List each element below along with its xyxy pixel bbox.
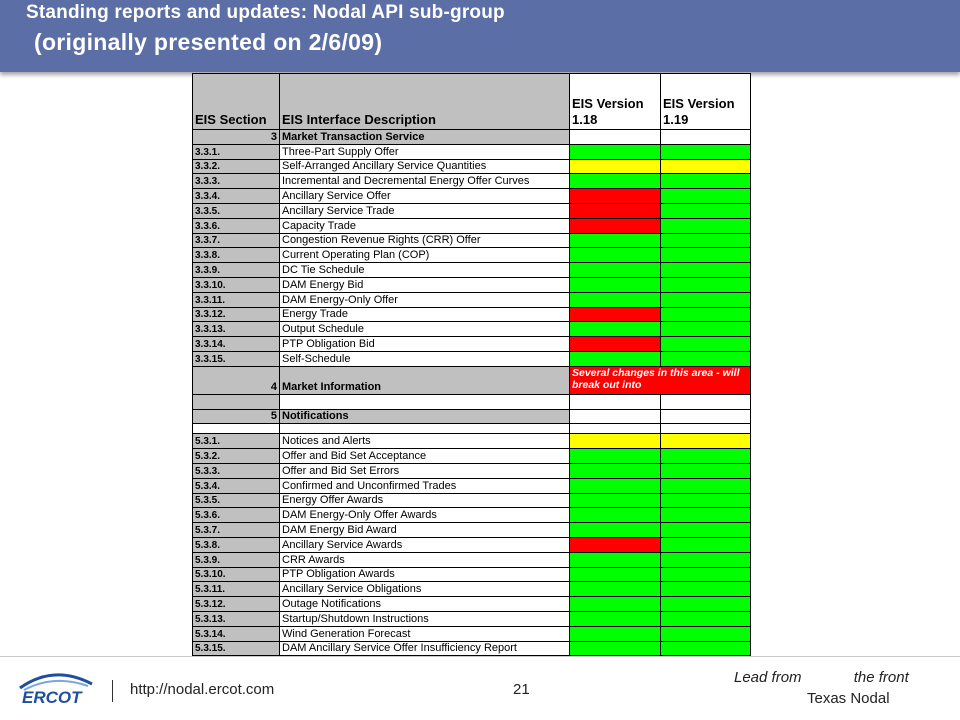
table-row xyxy=(193,322,751,337)
page-number: 21 xyxy=(513,681,530,698)
section-number: 3.3.10. xyxy=(193,277,280,292)
status-v119-green xyxy=(661,233,751,248)
interface-description: Energy Trade xyxy=(280,307,570,322)
section-number: 5.3.10. xyxy=(193,567,280,582)
title-bar xyxy=(0,0,960,72)
status-v119-green xyxy=(661,641,751,656)
section-number: 3.3.8. xyxy=(193,248,280,263)
interface-description: Ancillary Service Offer xyxy=(280,189,570,204)
table-row xyxy=(193,508,751,523)
gap-cell xyxy=(280,424,570,434)
header-version-118: EIS Version 1.18 xyxy=(570,74,661,130)
section-number: 5.3.12. xyxy=(193,597,280,612)
status-v119-green xyxy=(661,292,751,307)
status-v118-green xyxy=(570,263,661,278)
footer-divider xyxy=(0,656,960,657)
interface-description: Congestion Revenue Rights (CRR) Offer xyxy=(280,233,570,248)
table-row xyxy=(193,263,751,278)
table-row xyxy=(193,552,751,567)
section-number: 5.3.6. xyxy=(193,508,280,523)
status-v119-green xyxy=(661,263,751,278)
status-v118-red xyxy=(570,189,661,204)
status-v119-green xyxy=(661,493,751,508)
status-v118-green xyxy=(570,292,661,307)
status-v118-green xyxy=(570,626,661,641)
table-row xyxy=(193,463,751,478)
status-v118-green xyxy=(570,597,661,612)
section-number: 3.3.3. xyxy=(193,174,280,189)
status-v118-green xyxy=(570,322,661,337)
table-row xyxy=(193,203,751,218)
header-version-119: EIS Version 1.19 xyxy=(661,74,751,130)
status-v118-green xyxy=(570,478,661,493)
interface-description: Self-Arranged Ancillary Service Quantities xyxy=(280,159,570,174)
status-v118-green xyxy=(570,233,661,248)
section-number: 5.3.7. xyxy=(193,523,280,538)
section-number: 5.3.9. xyxy=(193,552,280,567)
interface-description: Self-Schedule xyxy=(280,351,570,366)
interface-description: DAM Energy-Only Offer Awards xyxy=(280,508,570,523)
status-v119-green xyxy=(661,203,751,218)
group-number: 5 xyxy=(193,409,280,424)
interface-description: DAM Ancillary Service Offer Insufficiency Report xyxy=(280,641,570,656)
gap-row xyxy=(193,424,751,434)
table-row xyxy=(193,174,751,189)
status-v119-green xyxy=(661,508,751,523)
table-row xyxy=(193,478,751,493)
gap-cell xyxy=(570,424,661,434)
change-note: Several changes in this area - will break out into xyxy=(570,366,751,394)
section-number: 3.3.2. xyxy=(193,159,280,174)
section-number: 3.3.15. xyxy=(193,351,280,366)
status-v118-red xyxy=(570,537,661,552)
status-cell xyxy=(661,130,751,145)
interface-description: Incremental and Decremental Energy Offer Curves xyxy=(280,174,570,189)
status-v118-green xyxy=(570,449,661,464)
status-cell xyxy=(570,409,661,424)
table-row xyxy=(193,159,751,174)
interface-description: DAM Energy Bid Award xyxy=(280,523,570,538)
status-v118-green xyxy=(570,493,661,508)
table-row xyxy=(193,144,751,159)
status-v119-green xyxy=(661,351,751,366)
status-v118-green xyxy=(570,144,661,159)
section-number: 5.3.11. xyxy=(193,582,280,597)
status-v118-green xyxy=(570,552,661,567)
interface-description: Ancillary Service Awards xyxy=(280,537,570,552)
table-row xyxy=(193,233,751,248)
table-row xyxy=(193,277,751,292)
status-v119-green xyxy=(661,523,751,538)
section-number: 5.3.3. xyxy=(193,463,280,478)
table-row xyxy=(193,434,751,449)
section-number: 3.3.1. xyxy=(193,144,280,159)
interface-description: Confirmed and Unconfirmed Trades xyxy=(280,478,570,493)
table-row xyxy=(193,641,751,656)
status-v119-green xyxy=(661,478,751,493)
status-v119-green xyxy=(661,189,751,204)
section-number: 3.3.5. xyxy=(193,203,280,218)
status-v119-yellow xyxy=(661,159,751,174)
section-number: 3.3.6. xyxy=(193,218,280,233)
table-row xyxy=(193,493,751,508)
interface-description: PTP Obligation Awards xyxy=(280,567,570,582)
section-number: 5.3.5. xyxy=(193,493,280,508)
slide-title: Standing reports and updates: Nodal API sub-group xyxy=(26,2,505,23)
status-v118-green xyxy=(570,174,661,189)
section-number: 3.3.9. xyxy=(193,263,280,278)
group-row-4 xyxy=(193,366,751,394)
footer-slogan xyxy=(734,669,909,686)
status-cell xyxy=(570,394,661,409)
status-v119-green xyxy=(661,277,751,292)
table-row xyxy=(193,292,751,307)
interface-description: Capacity Trade xyxy=(280,218,570,233)
table-row xyxy=(193,537,751,552)
status-v119-green xyxy=(661,552,751,567)
status-v118-green xyxy=(570,463,661,478)
section-number: 3.3.7. xyxy=(193,233,280,248)
group-name: Market Information xyxy=(280,366,570,394)
group-row-3 xyxy=(193,130,751,145)
group-number: 3 xyxy=(193,130,280,145)
table-row xyxy=(193,523,751,538)
table-row xyxy=(193,626,751,641)
status-v118-red xyxy=(570,337,661,352)
status-v118-green xyxy=(570,611,661,626)
interface-description: Current Operating Plan (COP) xyxy=(280,248,570,263)
group-name: Market Transaction Service xyxy=(280,130,570,145)
table-row xyxy=(193,582,751,597)
status-v118-green xyxy=(570,351,661,366)
status-v118-green xyxy=(570,567,661,582)
group-name: Notifications xyxy=(280,409,570,424)
interface-description: DAM Energy-Only Offer xyxy=(280,292,570,307)
interface-description: Notices and Alerts xyxy=(280,434,570,449)
header-section: EIS Section xyxy=(193,74,280,130)
gap-cell xyxy=(661,424,751,434)
section-number: 5.3.1. xyxy=(193,434,280,449)
status-v118-green xyxy=(570,582,661,597)
status-v118-green xyxy=(570,508,661,523)
table-header-row xyxy=(193,74,751,130)
status-v118-red xyxy=(570,218,661,233)
status-v119-green xyxy=(661,463,751,478)
interface-description: Ancillary Service Trade xyxy=(280,203,570,218)
spacer-row xyxy=(193,394,751,409)
table-row xyxy=(193,611,751,626)
gap-cell xyxy=(193,424,280,434)
table-row xyxy=(193,248,751,263)
table-row xyxy=(193,337,751,352)
table-row xyxy=(193,189,751,204)
status-v118-yellow xyxy=(570,434,661,449)
section-number: 5.3.4. xyxy=(193,478,280,493)
interface-description: Startup/Shutdown Instructions xyxy=(280,611,570,626)
interface-description: Outage Notifications xyxy=(280,597,570,612)
footer-url[interactable]: http://nodal.ercot.com xyxy=(130,681,275,698)
slogan-part-2: the front xyxy=(853,669,909,686)
eis-status-table xyxy=(192,73,751,656)
table-row xyxy=(193,218,751,233)
header-description: EIS Interface Description xyxy=(280,74,570,130)
logo-text: ERCOT xyxy=(22,688,82,707)
interface-description xyxy=(280,394,570,409)
table-row xyxy=(193,567,751,582)
footer-separator xyxy=(112,680,113,702)
interface-description: Offer and Bid Set Acceptance xyxy=(280,449,570,464)
status-v119-green xyxy=(661,626,751,641)
section-number: 3.3.4. xyxy=(193,189,280,204)
interface-description: Offer and Bid Set Errors xyxy=(280,463,570,478)
interface-description: Ancillary Service Obligations xyxy=(280,582,570,597)
status-cell xyxy=(661,409,751,424)
interface-description: Wind Generation Forecast xyxy=(280,626,570,641)
status-v118-green xyxy=(570,277,661,292)
status-v119-green xyxy=(661,449,751,464)
section-number: 3.3.11. xyxy=(193,292,280,307)
status-v119-green xyxy=(661,537,751,552)
status-v119-green xyxy=(661,567,751,582)
interface-description: Three-Part Supply Offer xyxy=(280,144,570,159)
status-v119-green xyxy=(661,337,751,352)
interface-description: PTP Obligation Bid xyxy=(280,337,570,352)
status-v118-green xyxy=(570,523,661,538)
section-number: 5.3.14. xyxy=(193,626,280,641)
group-row-5 xyxy=(193,409,751,424)
section-number: 3.3.13. xyxy=(193,322,280,337)
status-v119-green xyxy=(661,597,751,612)
status-v119-green xyxy=(661,307,751,322)
section-number: 5.3.2. xyxy=(193,449,280,464)
table-row xyxy=(193,449,751,464)
status-v119-green xyxy=(661,611,751,626)
status-v119-green xyxy=(661,218,751,233)
status-v119-green xyxy=(661,322,751,337)
table-row xyxy=(193,307,751,322)
status-v118-red xyxy=(570,307,661,322)
section-number: 5.3.15. xyxy=(193,641,280,656)
status-cell xyxy=(570,130,661,145)
status-v119-green xyxy=(661,582,751,597)
table-row xyxy=(193,597,751,612)
status-v119-green xyxy=(661,144,751,159)
section-number xyxy=(193,394,280,409)
status-v118-red xyxy=(570,203,661,218)
section-number: 3.3.14. xyxy=(193,337,280,352)
status-v118-yellow xyxy=(570,159,661,174)
footer-subtitle: Texas Nodal xyxy=(807,690,890,707)
table-row xyxy=(193,351,751,366)
group-number: 4 xyxy=(193,366,280,394)
interface-description: CRR Awards xyxy=(280,552,570,567)
section-number: 5.3.8. xyxy=(193,537,280,552)
interface-description: Output Schedule xyxy=(280,322,570,337)
status-v118-green xyxy=(570,248,661,263)
section-number: 5.3.13. xyxy=(193,611,280,626)
status-v119-yellow xyxy=(661,434,751,449)
ercot-logo xyxy=(14,668,96,708)
slogan-part-1: Lead from xyxy=(734,669,802,686)
status-v119-green xyxy=(661,174,751,189)
status-v119-green xyxy=(661,248,751,263)
interface-description: DAM Energy Bid xyxy=(280,277,570,292)
status-cell xyxy=(661,394,751,409)
slide-subtitle: (originally presented on 2/6/09) xyxy=(34,29,383,55)
interface-description: DC Tie Schedule xyxy=(280,263,570,278)
section-number: 3.3.12. xyxy=(193,307,280,322)
interface-description: Energy Offer Awards xyxy=(280,493,570,508)
status-v118-green xyxy=(570,641,661,656)
